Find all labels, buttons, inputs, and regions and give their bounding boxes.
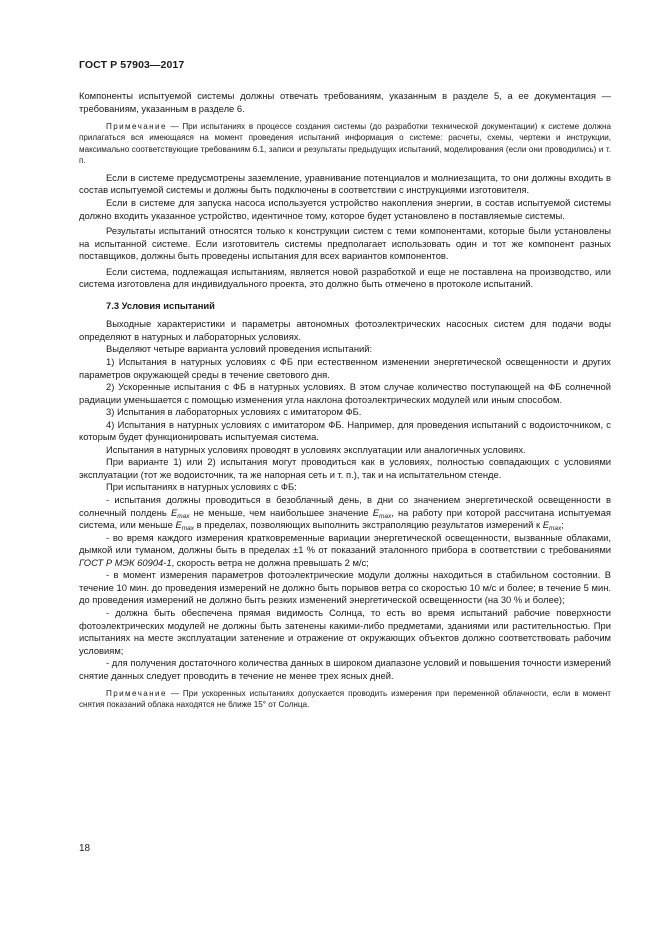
note-label: Примечание (106, 122, 167, 132)
bullet-item: - в момент измерения параметров фотоэлектрические модули должны находиться в стабильном состоянии. В течение 10 мин. до проведения измерений не должно быть порывов ветра со скоростью 10 м/с и более; в течение 5 мин. до проведения измерений не должно быть резких изменений энергетической освещенности (на 30 % и более); (79, 569, 611, 606)
section-heading: 7.3 Условия испытаний (106, 299, 215, 311)
paragraph: Испытания в натурных условиях проводят в условиях эксплуатации или аналогичных условиях. (106, 443, 526, 455)
list-item: 3) Испытания в лабораторных условиях с имитатором ФБ. (106, 406, 362, 418)
emax-symbol: $E_{max}$ (372, 506, 392, 520)
note-text: — При ускоренных испытаниях допускается проводить измерения при переменной облачности, если в момент снятия показаний облака находятся не ближе 15° от Солнца. (79, 689, 611, 710)
note-label: Примечание (106, 689, 167, 699)
page-number: 18 (79, 843, 91, 854)
list-item: 1) Испытания в натурных условиях с ФБ при естественном изменении энергетической освещенности и других параметров окружающей среды в течение светового дня. (79, 356, 611, 380)
list-item: 2) Ускоренные испытания с ФБ в натурных условиях. В этом случае количество поступающей на ФБ солнечной радиации уменьшается с помощью изменения угла наклона фотоэлектрических модулей или иным способом. (79, 381, 611, 405)
paragraph: Если система, подлежащая испытаниям, является новой разработкой и еще не поставлена на производство, или система изготовлена для индивидуального проекта, это должно быть отмечено в протоколе испытаний. (79, 265, 611, 290)
note-text: — При испытаниях в процессе создания системы (до разработки технической документации) к системе должна прилагаться вся имеющаяся на момент проведения испытаний информация о системе: расчеты, схемы, чертежи и инструкции, максимально соответствующие требованиям 6.1, записи и результаты предыдущих испытаний, моделирования (если они проводились) и т. п. (79, 122, 611, 165)
note (79, 121, 611, 166)
paragraph: При варианте 1) или 2) испытания могут проводиться как в условиях, полностью совпадающих с условиями эксплуатации (тот же водоисточник, та же напорная сеть и т. п.), так и на испытательном стенде. (79, 456, 611, 480)
document-header: ГОСТ Р 57903—2017 (79, 59, 185, 71)
paragraph: Если в системе предусмотрены заземление, уравнивание потенциалов и молниезащита, то они должны входить в состав испытуемой системы и должны быть подключены в соответствии с инструкциями изготовителя. (79, 171, 611, 196)
bullet-item: - испытания должны проводиться в безоблачный день, в дни со значением энергетической освещенности в солнечный полдень $E_{max}$ не меньше, чем наибольшее значение $E_{max}$, на работу при которой рассчитана испытуемая система, или меньше $E_{max}$ в пределах, позволяющих выполнить экстраполяцию результатов измерений к $E_{max}$; (79, 494, 611, 533)
paragraph: Результаты испытаний относятся только к конструкции систем с теми компонентами, которые были установлены на испытанной системе. Если изготовитель системы предполагает использовать один и тот же компонент разных поставщиков, должны быть проведены испытания для всех вариантов компонентов. (79, 225, 611, 262)
bullet-item: - во время каждого измерения кратковременные вариации энергетической освещенности, вызванные облаками, дымкой или туманом, должны быть в пределах ±1 % от показаний эталонного прибора в соответствии с требованиями ГОСТ Р МЭК 60904-1, скорость ветра не должна превышать 2 м/с; (79, 531, 611, 568)
paragraph: Компоненты испытуемой системы должны отвечать требованиям, указанным в разделе 5, а ее документация — требованиям, указанным в разделе 6. (79, 90, 611, 114)
bullet-item: - для получения достаточного количества данных в широком диапазоне условий и повышения точности измерений снятие данных следует проводить в течение не менее трех ясных дней. (79, 657, 611, 681)
emax-symbol: $E_{max}$ (542, 519, 562, 533)
note (79, 688, 611, 710)
paragraph: Если в системе для запуска насоса используется устройство накопления энергии, в состав испытуемой системы должно входить указанное устройство, идентичное тому, которое будет установлено в поставляемые системы. (79, 197, 611, 221)
list-item: 4) Испытания в натурных условиях с имитатором ФБ. Например, для проведения испытаний с водоисточником, с которым будет функционировать испытуемая система. (79, 418, 611, 443)
bullet-item: - должна быть обеспечена прямая видимость Солнца, то есть во время испытаний рабочие поверхности фотоэлектрических модулей не должны быть затенены какими-либо предметами, зданиями или растительностью. При испытаниях на месте эксплуатации затенение и отражение от окружающих объектов должно соответствовать рабочим условиям; (79, 606, 611, 656)
emax-symbol: $E_{max}$ (170, 506, 190, 520)
standard-reference: ГОСТ Р МЭК 60904-1 (79, 556, 172, 568)
document-body (79, 90, 611, 717)
paragraph: При испытаниях в натурных условиях с ФБ: (106, 481, 297, 493)
emax-symbol: $E_{max}$ (175, 519, 195, 533)
paragraph: Выделяют четыре варианта условий проведения испытаний: (106, 343, 373, 355)
paragraph: Выходные характеристики и параметры автономных фотоэлектрических насосных систем для подачи воды определяют в натурных и лабораторных условиях. (79, 318, 611, 342)
